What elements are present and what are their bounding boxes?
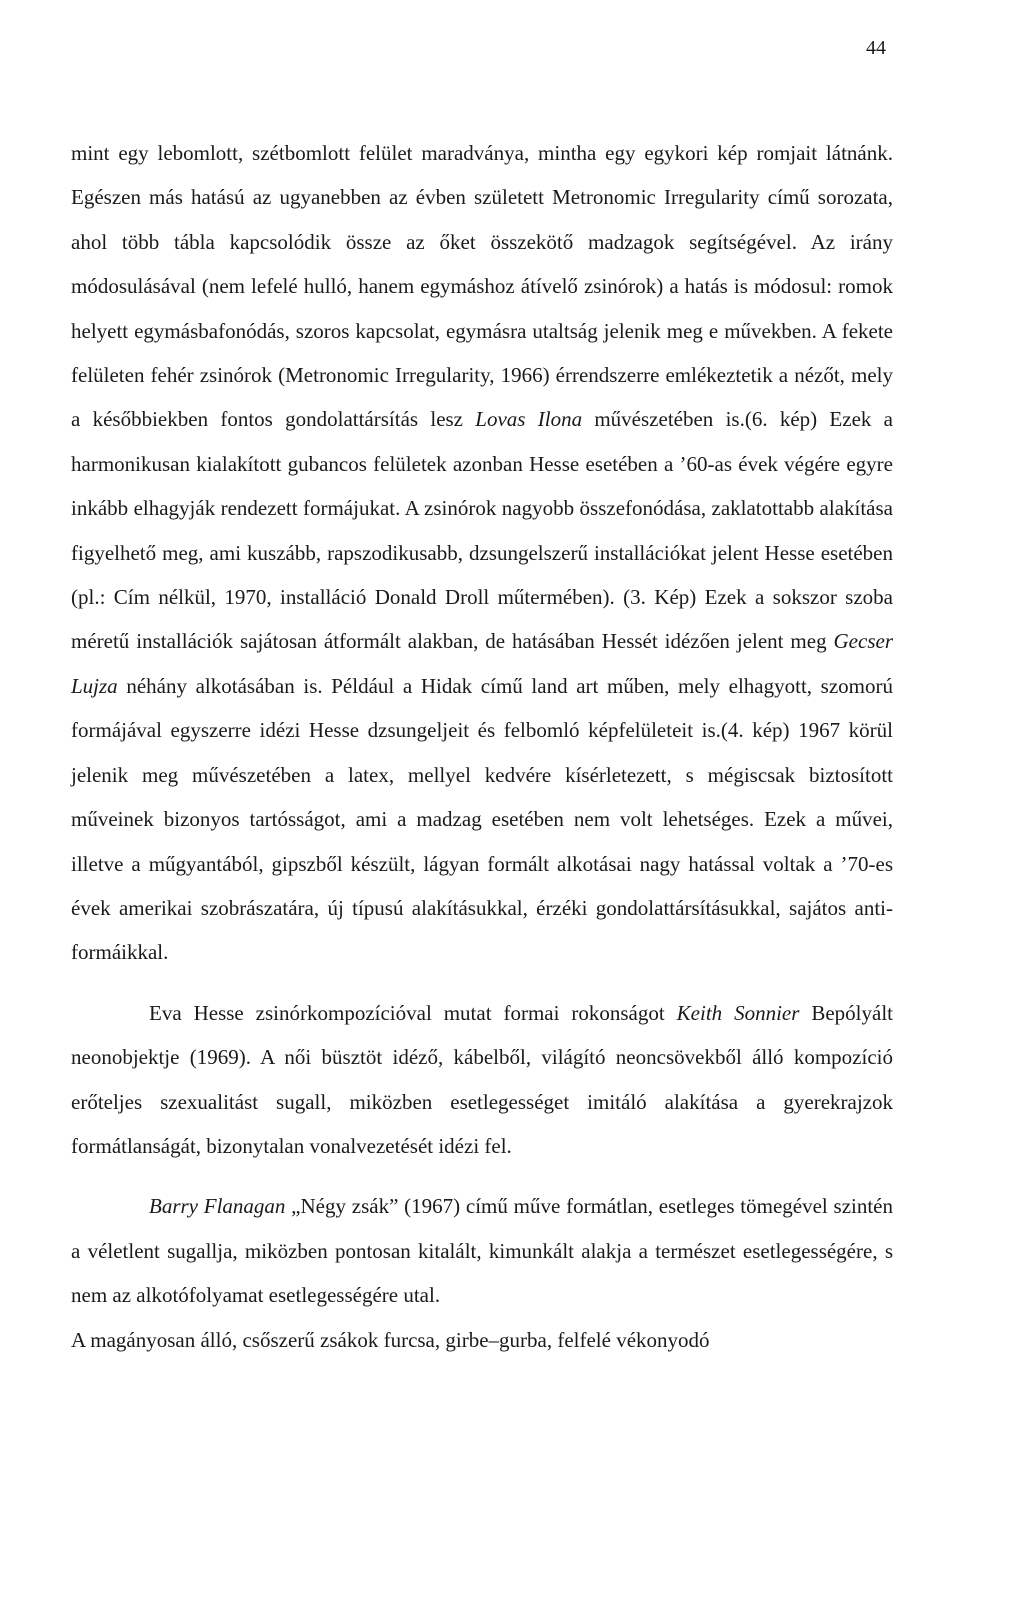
text-run: művészetében is.(6. kép) Ezek a harmonikusan kialakított gubancos felületek azonban Hesse esetében a ’60-as évek végére egyre inkább elhagyják rendezett formájukat. A zsinórok nagyobb összefonódása, zaklatottabb alakítása figyelhető meg, ami kuszább, rapszodikusabb, dzsungelszerű installációkat jelent Hesse esetében (pl.: Cím nélkül, 1970, installáció Donald Droll műtermében). (3. Kép) Ezek a sokszor szoba méretű installációk sajátosan átformált alakban, de hatásában Hessét idézően jelent meg — [71, 407, 893, 654]
paragraph — [71, 991, 893, 1169]
artist-name: Lovas Ilona — [475, 407, 583, 432]
paragraph — [71, 1184, 893, 1317]
paragraph — [71, 1318, 893, 1362]
artist-name: Keith Sonnier — [676, 1000, 800, 1025]
paragraph — [71, 131, 893, 975]
text-run: A magányosan álló, csőszerű zsákok furcsa, girbe–gurba, felfelé vékonyodó — [71, 1327, 710, 1352]
page-number: 44 — [866, 37, 886, 59]
body-text — [71, 131, 893, 1362]
artist-name: Barry Flanagan — [149, 1194, 286, 1219]
text-run: néhány alkotásában is. Például a Hidak című land art műben, mely elhagyott, szomorú formájával egyszerre idézi Hesse dzsungeljeit és felbomló képfelületeit is.(4. kép) 1967 körül jelenik meg művészetében a latex, mellyel kedvére kísérletezett, s mégiscsak biztosított műveinek bizonyos tartósságot, ami a madzag esetében nem volt lehetséges. Ezek a művei, illetve a műgyantából, gipszből készült, lágyan formált alkotásai nagy hatással voltak a ’70-es évek amerikai szobrászatára, új típusú alakításukkal, érzéki gondolattársításukkal, sajátos anti- formáikkal. — [71, 673, 893, 965]
text-run: „Négy zsák” (1967) című műve formátlan, esetleges tömegével szintén a véletlent sugallja, miközben pontosan kitalált, kimunkált alakja a természet esetlegességére, s nem az alkotófolyamat esetlegességére utal. — [71, 1194, 893, 1308]
artist-name: Gecser Lujza — [71, 629, 893, 698]
text-run: Eva Hesse zsinórkompozícióval mutat formai rokonságot — [149, 1000, 677, 1025]
text-run: mint egy lebomlott, szétbomlott felület maradványa, mintha egy egykori kép romjait látnánk. Egészen más hatású az ugyanebben az évben született Metronomic Irregularity című sorozata, ahol több tábla kapcsolódik össze az őket összekötő madzagok segítségével. Az irány módosulásával (nem lefelé hulló, hanem egymáshoz átívelő zsinórok) a hatás is módosul: romok helyett egymásbafonódás, szoros kapcsolat, egymásra utaltság jelenik meg e művekben. A fekete felületen fehér zsinórok (Metronomic Irregularity, 1966) érrendszerre emlékeztetik a nézőt, mely a későbbiekben fontos gondolattársítás lesz — [71, 141, 893, 432]
text-run: Bepólyált neonobjektje (1969). A női büsztöt idéző, kábelből, világító neoncsövekből álló kompozíció erőteljes szexualitást sugall, miközben esetlegességet imitáló alakítása a gyerekrajzok formátlanságát, bizonytalan vonalvezetését idézi fel. — [71, 1000, 894, 1158]
